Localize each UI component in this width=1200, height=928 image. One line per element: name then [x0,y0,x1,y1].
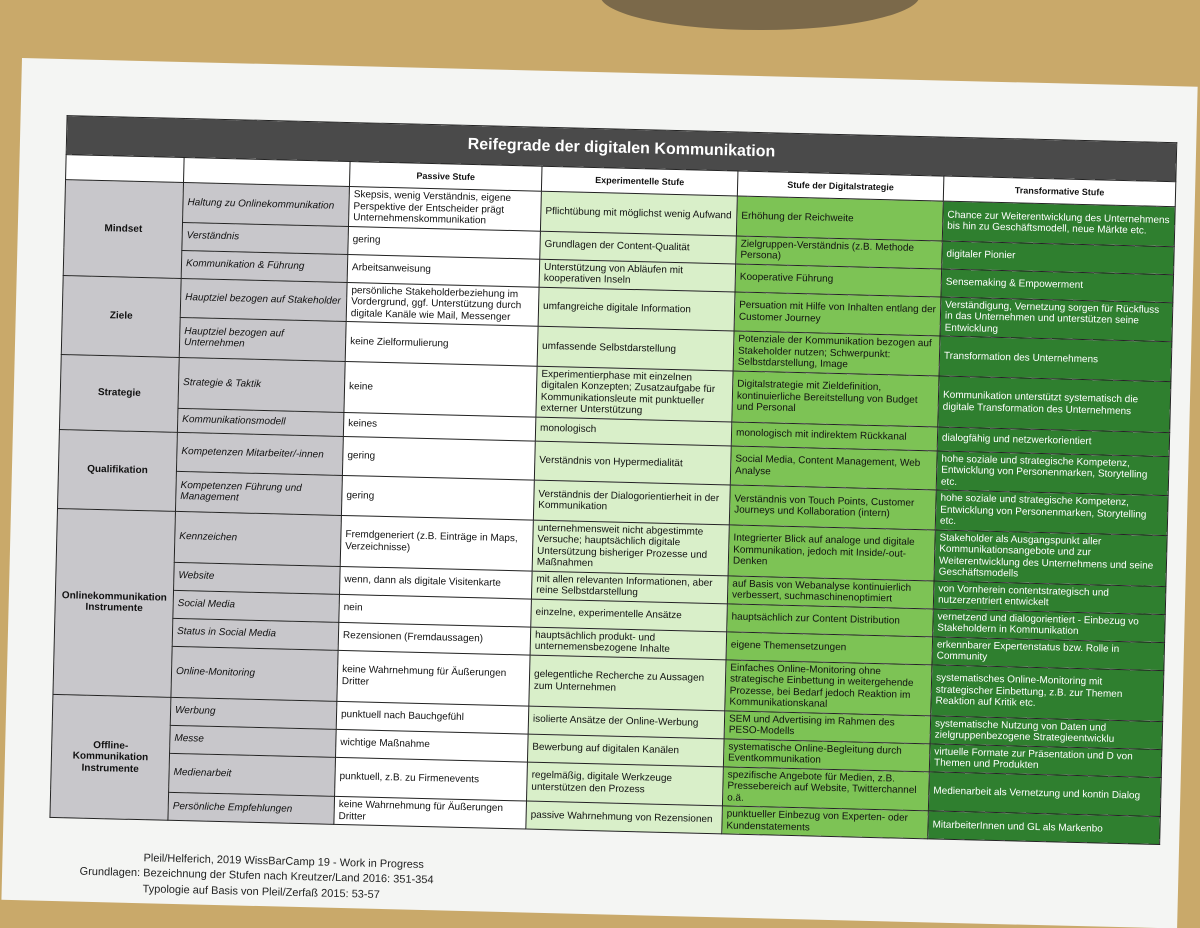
stage-cell: hohe soziale und strategische Kompetenz, Entwicklung von Personenmarken, Storytelling etc. [935,490,1168,535]
stage-cell: Verständigung, Vernetzung sorgen für Rückfluss in das Unternehmen und unterstützen seine Entwicklung [940,297,1173,342]
footer-label: Grundlagen: [79,866,141,880]
stage-cell: Rezensionen (Fremdaussagen) [338,622,531,655]
document-sheet [1,58,1197,928]
header-digitalstrategy: Stufe der Digitalstrategie [737,171,944,201]
footer-line-1: Pleil/Helferich, 2019 WissBarCamp 19 - Work in Progress [143,852,425,872]
stage-cell: Stakeholder als Ausgangspunkt aller Kommunikationsangebote und zur Weiterentwicklung des Unternehmens und seine Geschäftsmodells [934,529,1167,586]
stage-cell: MitarbeiterInnen und GL als Markenbo [928,811,1161,845]
stage-cell: gering [342,436,535,480]
stage-cell: gering [348,226,541,259]
header-passive: Passive Stufe [349,162,542,192]
stage-cell: dialogfähig und netzwerkorientiert [937,426,1170,456]
stage-cell: Grundlagen der Content-Qualität [540,231,737,264]
header-experimental: Experimentelle Stufe [541,166,738,196]
table-title: Reifegrade der digitalen Kommunikation [66,116,1177,182]
stage-cell: Kooperative Führung [735,263,942,296]
footer-line-3: Typologie auf Basis von Pleil/Zerfaß 2015: 53-57 [142,882,380,901]
dimension-label: Hauptziel bezogen auf Stakeholder [180,278,347,322]
stage-cell: hauptsächlich produkt- und unternemensbezogene Inhalte [530,627,727,660]
table-body [50,180,1175,845]
dimension-label: Kompetenzen Mitarbeiter/-innen [176,432,343,476]
dimension-label: Status in Social Media [172,618,339,650]
stage-cell: umfangreiche digitale Information [538,287,735,331]
dimension-label: Social Media [173,590,340,622]
stage-cell: Zielgruppen-Verständnis (z.B. Methode Persona) [736,236,943,269]
stage-cell: vernetzend und dialogorientiert - Einbezug vo Stakeholdern in Kommunikation [933,608,1166,642]
maturity-table [49,115,1177,845]
dimension-label: Persönliche Empfehlungen [168,792,335,824]
dimension-label: Kommunikationsmodell [177,408,344,436]
stage-cell: keine Wahrnehmung für Äußerungen Dritter [334,796,527,829]
stage-cell: spezifische Angebote für Medien, z.B. Pressebereich auf Website, Twitterchannel o.ä. [722,766,929,811]
footer-notes [62,849,435,904]
dimension-label: Strategie & Taktik [178,357,345,412]
stage-cell: systematisches Online-Monitoring mit strategischer Einbettung, z.B. zur Themen Reaktion auf Kritik etc. [931,664,1164,721]
dimension-label: Kennzeichen [174,511,341,566]
stage-cell: Verständnis der Dialogorientierheit in der Kommunikation [533,480,730,524]
stage-cell: regelmäßig, digitale Werkzeuge unterstützen den Prozess [526,762,723,806]
header-empty [66,155,185,183]
stage-cell: persönliche Stakeholderbeziehung im Vordergrund, ggf. Unterstützung durch digitale Kanäle wie Mail, Messenger [346,282,539,326]
stage-cell: monologisch mit indirektem Rückkanal [731,421,938,450]
stage-cell: auf Basis von Webanalyse kontinuierlich verbessert, suchmaschinenoptimiert [727,575,934,608]
stage-cell: isolierte Ansätze der Online-Werbung [528,706,725,739]
dimension-label: Online-Monitoring [171,646,338,701]
stage-cell: Erhöhung der Reichweite [736,196,943,241]
stage-cell: Bewerbung auf digitalen Kanälen [527,734,724,767]
stage-cell: punktueller Einbezug von Experten- oder Kundenstatements [722,806,929,839]
background-object [600,0,920,30]
dimension-label: Haltung zu Onlinekommunikation [183,182,350,226]
row-group-label: Ziele [61,275,181,357]
header-transformative: Transformative Stufe [943,176,1176,207]
stage-cell: Digitalstrategie mit Zieldefinition, kontinuierliche Bereitstellung von Budget und Personal [732,370,939,426]
stage-cell: Sensemaking & Empowerment [941,269,1174,303]
stage-cell: keines [343,412,536,441]
stage-cell: einzelne, experimentelle Ansätze [531,599,728,632]
row-group-label: Qualifikation [58,429,178,511]
stage-cell: Transformation des Unternehmens [939,336,1172,381]
stage-cell: Verständnis von Touch Points, Customer Journeys und Kollaboration (intern) [729,485,936,530]
row-group-label: Onlinekommunikation Instrumente [53,508,176,697]
stage-cell: virtuelle Formate zur Präsentation und D von Themen und Produkten [929,743,1162,777]
stage-cell: punktuell nach Bauchgefühl [336,701,529,734]
row-group-label: Offline-Kommunikation Instrumente [50,694,171,820]
stage-cell: hauptsächlich zur Content Distribution [727,603,934,636]
stage-cell: Skepsis, wenig Verständnis, eigene Perspektive der Entscheider prägt Unternehmenskommunikation [348,187,541,231]
stage-cell: Arbeitsanweisung [347,254,540,287]
stage-cell: Medienarbeit als Vernetzung und kontin Dialog [928,771,1161,816]
stage-cell: Verständnis von Hypermedialität [534,441,731,485]
stage-cell: von Vornherein contentstrategisch und nutzerzentriert entwickelt [933,580,1166,614]
dimension-label: Kommunikation & Führung [181,250,348,282]
stage-cell: Kommunikation unterstützt systematisch die digitale Transformation des Unternehmens [938,375,1171,432]
dimension-label: Werbung [170,697,337,729]
stage-cell: Experimentierphase mit einzelnen digitalen Konzepten; Zusatzaufgabe für Kommunikationsleute mit punktueller externer Unterstützung [536,366,733,422]
stage-cell: keine Zielformulierung [345,321,538,365]
stage-cell: systematische Nutzung von Daten und zielgruppenbezogene Strategieentwicklu [930,715,1163,749]
stage-cell: Unterstützung von Abläufen mit kooperativen Inseln [539,259,736,292]
stage-cell: Chance zur Weiterentwicklung des Unternehmens bis hin zu Geschäftsmodell, neue Märkte etc. [942,201,1175,246]
dimension-label: Kompetenzen Führung und Management [175,471,342,515]
dimension-label: Website [174,562,341,594]
stage-cell: SEM und Advertising im Rahmen des PESO-Modells [724,710,931,743]
stage-cell: eigene Themensetzungen [726,631,933,664]
stage-cell: erkennbarer Expertenstatus bzw. Rolle in Community [932,636,1165,670]
dimension-label: Medienarbeit [169,753,336,797]
stage-cell: keine Wahrnehmung für Äußerungen Dritter [337,650,530,706]
stage-cell: monologisch [535,417,732,446]
stage-cell: umfassende Selbstdarstellung [537,326,734,370]
stage-cell: unternehmensweit nicht abgestimmte Versuche; hauptsächlich digitale Untersützung bisheriger Prozesse und Maßnahmen [532,520,729,576]
stage-cell: Integrierter Blick auf analoge und digitale Kommunikation, jedoch mit Inside/-out-Denken [728,524,935,580]
stage-cell: Persuation mit Hilfe von Inhalten entlang der Customer Journey [734,291,941,336]
stage-cell: mit allen relevanten Informationen, aber reine Selbstdarstellung [531,571,728,604]
row-group-label: Strategie [59,354,179,432]
stage-cell: punktuell, z.B. zu Firmenevents [335,757,528,801]
stage-cell: wichtige Maßnahme [336,729,529,762]
stage-cell: digitaler Pionier [942,241,1175,275]
footer-line-2: Bezeichnung der Stufen nach Kreutzer/Land 2016: 351-354 [143,867,434,887]
stage-cell: Fremdgeneriert (z.B. Einträge in Maps, Verzeichnisse) [340,515,533,571]
stage-cell: nein [339,594,532,627]
stage-cell: keine [344,361,537,417]
stage-cell: Social Media, Content Management, Web Analyse [730,445,937,490]
dimension-label: Messe [170,725,337,757]
row-group-label: Mindset [63,180,183,278]
stage-cell: gering [341,475,534,519]
stage-cell: hohe soziale und strategische Kompetenz, Entwicklung von Personenmarken, Storytelling etc. [936,450,1169,495]
stage-cell: wenn, dann als digitale Visitenkarte [340,566,533,599]
dimension-label: Hauptziel bezogen auf Unternehmen [179,317,346,361]
stage-cell: Einfaches Online-Monitoring ohne strategische Einbettung in weitergehende Prozesse, bei Bedarf jedoch Reaktion im Kommunikationskanal [725,659,932,715]
stage-cell: Pflichtübung mit möglichst wenig Aufwand [540,191,737,235]
stage-cell: systematische Online-Begleitung durch Eventkommunikation [723,738,930,771]
stage-cell: Potenziale der Kommunikation bezogen auf Stakeholder nutzen; Schwerpunkt: Selbstdarstellung, Image [733,331,940,376]
dimension-label: Verständnis [182,222,349,254]
stage-cell: passive Wahrnehmung von Rezensionen [526,801,723,834]
stage-cell: gelegentliche Recherche zu Aussagen zum Unternehmen [529,655,726,711]
